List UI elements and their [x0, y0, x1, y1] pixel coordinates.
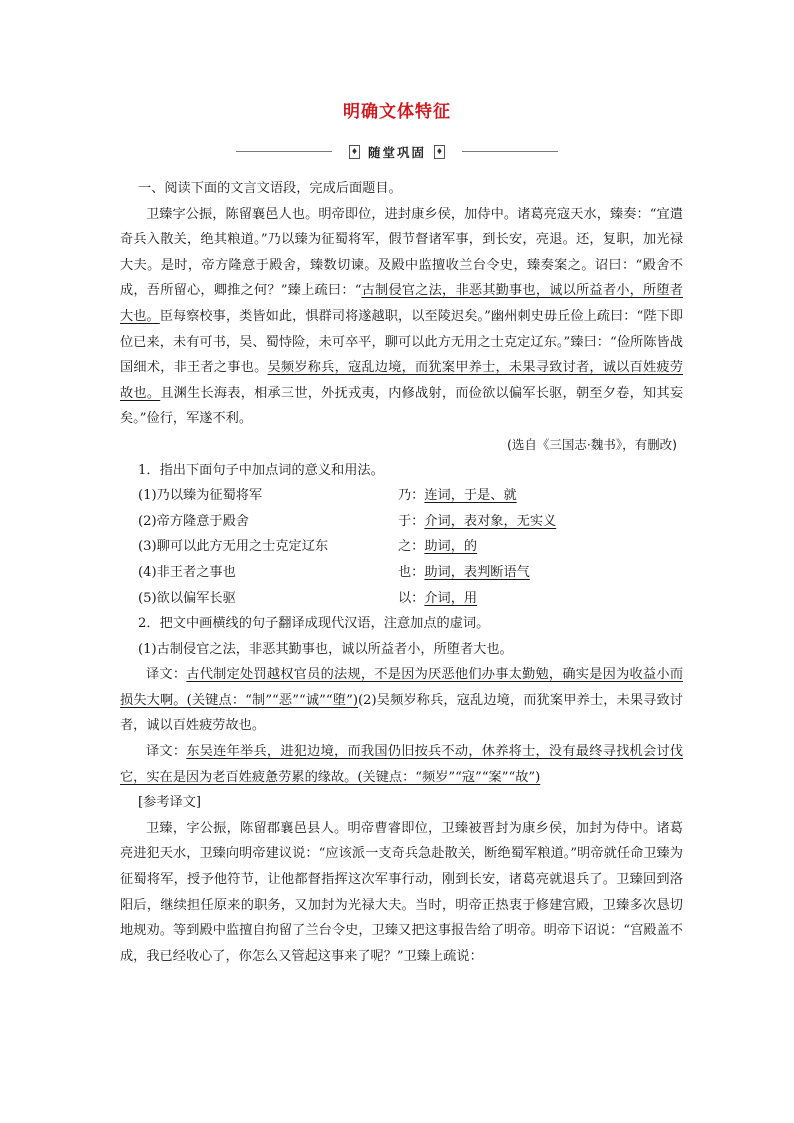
item-answer: 助词，表判断语气 [424, 564, 530, 580]
source-note [120, 432, 683, 458]
translation-block-2 [120, 739, 683, 790]
reference-heading: [参考译文] [138, 795, 202, 811]
translation-block-1 [120, 662, 683, 739]
item-answer: 连词，于是、就 [424, 488, 517, 504]
translation-source-2: (2)吴频岁称兵，寇乱边境，而犹案甲养士，未果寻致讨者，诚以百姓疲劳故也。 [120, 692, 683, 734]
banner-badge [336, 143, 458, 160]
list-item [120, 586, 683, 612]
passage-text: 卫臻字公振，陈留襄邑人也。明帝即位，进封康乡侯，加侍中。诸葛亮寇天水，臻奏：“宜遣奇兵入散关，绝其粮道。”乃以臻为征蜀将军，假节督诸军事，到长安，亮退。还，复职，加光禄大夫。是时，帝方隆意于殿舍，臻数切谏。及殿中监擅收兰台令史，臻奏案之。诏曰：“殿舍不成，吾所留心，卿推之何？”臻上疏曰：“ [120, 206, 683, 299]
underlined-sentence-1: 古制侵官之法，非恶其勤事也，诚以所益者小，所堕者大也。 [120, 283, 683, 324]
leaf-icon: ♦ [349, 145, 360, 159]
translation-source-1: (1)古制侵官之法，非恶其勤事也，诚以所益者小，所堕者大也。 [138, 641, 513, 657]
section-banner [236, 143, 558, 161]
source-text: (选自《三国志·魏书》，有删改) [507, 436, 677, 452]
document-body [120, 176, 683, 969]
passage-text: 臣每察校事，类皆如此，惧群司将遂越职，以至陵迟矣。”幽州刺史毋丘俭上疏曰：“陛下即位已来，未有可书，吴、蜀恃险，未可卒平，聊可以此方无用之士克定辽东。”臻曰：“俭所陈皆战国细术，非王者之事也。 [120, 308, 683, 376]
reference-translation: 卫臻，字公振，陈留郡襄邑县人。明帝曹睿即位，卫臻被晋封为康乡侯，加封为侍中。诸葛亮进犯天水，卫臻向明帝建议说：“应该派一支奇兵急赴散关，断绝蜀军粮道。”明帝就任命卫臻为征蜀将军，授予他符节，让他都督指挥这次军事行动，刚到长安，诸葛亮就退兵了。卫臻回到洛阳后，继续担任原来的职务，又加封为光禄大夫。当时，明帝正热衷于修建宫殿，卫臻多次恳切地规劝。等到殿中监擅自拘留了兰台令史，卫臻又把这事报告给了明帝。明帝下诏说：“宫殿盖不成，我已经收心了，你怎么又管起这事来了呢？”卫臻上疏说： [120, 820, 683, 964]
question-1-heading: 1．指出下面句子中加点词的意义和用法。 [138, 462, 384, 478]
item-sentence: (2)帝方隆意于殿舍 [138, 513, 249, 529]
question-2-heading: 2．把文中画横线的句子翻译成现代汉语，注意加点的虚词。 [138, 616, 490, 632]
passage-paragraph [120, 202, 683, 432]
item-word: 乃： [398, 488, 425, 504]
leaf-icon: ♦ [434, 145, 445, 159]
banner-label: 随堂巩固 [367, 144, 426, 160]
section-heading: 一、阅读下面的文言文语段，完成后面题目。 [138, 181, 402, 196]
item-answer: 介词，表对象，无实义 [424, 513, 557, 529]
banner-rule-left [236, 151, 332, 152]
page-title: 明确文体特征 [343, 102, 451, 122]
item-sentence: (5)欲以偏军长驱 [138, 590, 236, 606]
translation-label: 译文： [146, 667, 187, 683]
list-item [120, 560, 683, 586]
translation-answer-1: 古代制定处罚越权官员的法规，不是因为厌恶他们办事太勤勉，确实是因为收益小而损失大啊。(关键点：“制”“恶”“诚”“堕”) [120, 667, 684, 708]
item-word: 以： [398, 590, 425, 606]
list-item [120, 534, 683, 560]
list-item [120, 509, 683, 535]
item-sentence: (4)非王者之事也 [138, 564, 236, 580]
item-answer: 助词，的 [424, 539, 478, 555]
item-word: 之： [398, 539, 425, 555]
passage-text: 且渊生长海表，相承三世，外抚戎夷，内修战射，而俭欲以偏军长驱，朝至夕卷，知其妄矣。”俭行，军遂不利。 [120, 385, 684, 427]
item-answer: 介词，用 [424, 590, 478, 606]
list-item [120, 483, 683, 509]
item-word: 也： [398, 564, 425, 580]
item-sentence: (1)乃以臻为征蜀将军 [138, 488, 263, 504]
underlined-sentence-2: 吴频岁称兵，寇乱边境，而犹案甲养士，未果寻致讨者，诚以百姓疲劳故也。 [120, 360, 684, 401]
translation-label: 译文： [146, 744, 187, 760]
question-1-items [120, 483, 683, 611]
item-sentence: (3)聊可以此方无用之士克定辽东 [138, 539, 329, 555]
item-word: 于： [398, 513, 425, 529]
translation-answer-2: 东吴连年举兵，进犯边境，而我国仍旧按兵不动，休养将士，没有最终寻找机会讨伐它，实在是因为老百姓疲惫劳累的缘故。(关键点：“频岁”“寇”“案”“故”) [120, 744, 684, 785]
banner-rule-right [462, 151, 558, 152]
